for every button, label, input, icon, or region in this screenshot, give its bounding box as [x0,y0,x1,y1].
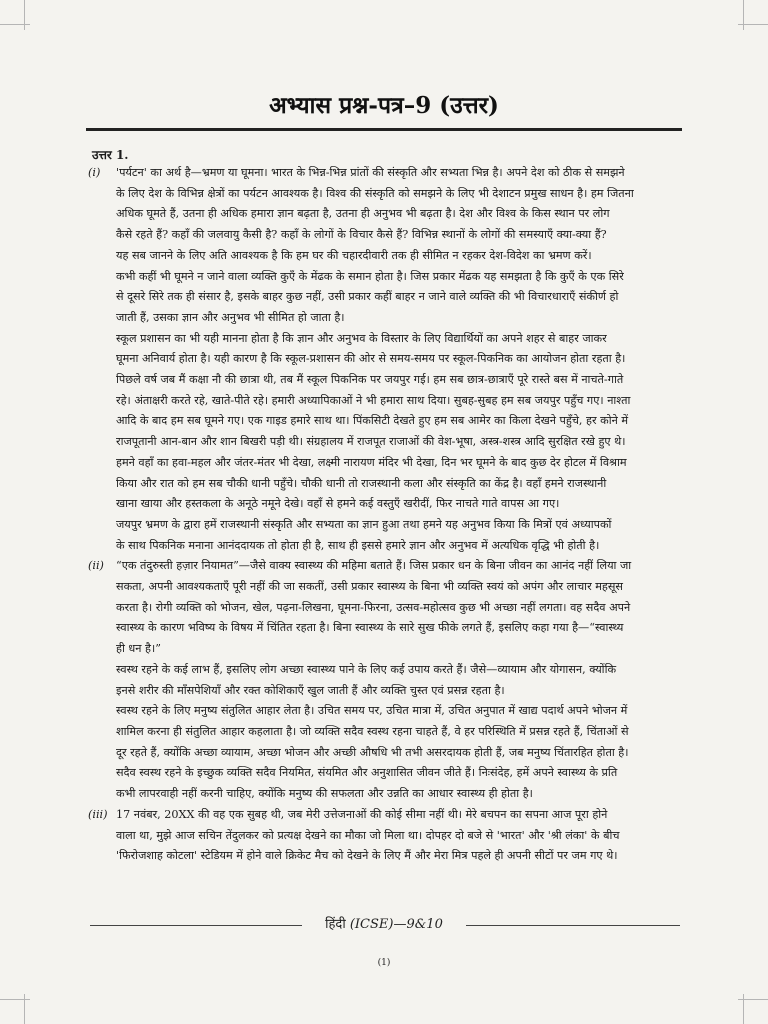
text-line: स्कूल प्रशासन का भी यही मानना होता है कि ज्ञान और अनुभव के विस्तार के लिए विद्यार्थियों का अपने शहर से बाहर जाकर [116,331,607,345]
text-line: अधिक घूमते हैं, उतना ही अधिक हमारा ज्ञान बढ़ता है, उतना ही अनुभव भी बढ़ता है। देश और विश्व के किस स्थान पर लोग [116,207,610,221]
crop-mark [738,24,768,25]
text-line: खाना खाया और हस्तकला के अनूठे नमूने देखे। वहाँ से हमने कई वस्तुएँ खरीदीं, फिर नाचते गाते वापस आ गए। [116,497,560,511]
text-line: आदि के बाद हम सब घूमने गए। एक गाइड हमारे साथ था। पिंकसिटी देखते हुए हम सब आमेर का किला देखने पहुँचे, हर कोने में [116,414,629,428]
answer-item [88,805,682,867]
text-line: इनसे शरीर की माँसपेशियाँ और रक्त कोशिकाएँ खुल जाती हैं और व्यक्ति चुस्त एवं प्रसन्न रहता है। [116,683,505,697]
text-line: करता है। रोगी व्यक्ति को भोजन, खेल, पढ़ना-लिखना, घूमना-फिरना, उत्सव-महोत्सव कुछ भी अच्छा नहीं लगता। वह सदैव अपने [116,600,631,614]
footer-rule-right [466,925,680,926]
text-line: किया और रात को हम सब चौकी धानी पहुँचे। चौकी धानी तो राजस्थानी कला और संस्कृति का केंद्र है। वहाँ हमने राजस्थानी [116,476,607,490]
text-line: 'पर्यटन' का अर्थ है—भ्रमण या घूमना। भारत के भिन्न-भिन्न प्रांतों की संस्कृति और सभ्यता भिन्न है। अपने देश को ठीक से समझने [116,166,625,179]
text-line: 'फिरोजशाह कोटला' स्टेडियम में होने वाले क्रिकेट मैच को देखने के लिए मैं और मेरा मित्र पहले ही अपनी सीटों पर जम गए थे। [116,849,618,863]
crop-mark [0,999,30,1000]
answer-item [88,163,682,556]
text-line: शामिल करना ही संतुलित आहार कहलाता है। जो व्यक्ति सदैव स्वस्थ रहना चाहते हैं, वे हर परिस्थिति में प्रसन्न रहते हैं, चिंताओं से [116,724,629,738]
text-line: घूमना अनिवार्य होता है। यही कारण है कि स्कूल-प्रशासन की ओर से समय-समय पर स्कूल-पिकनिक का आयोजन होता रहता है। [116,352,626,366]
footer-rule-left [90,925,302,926]
crop-mark [743,0,744,30]
text-line: “एक तंदुरुस्ती हज़ार नियामत”—जैसे वाक्य स्वास्थ्य की महिमा बताते हैं। जिस प्रकार धन के बिना जीवन का आनंद नहीं लिया जा [116,559,632,573]
text-line: जयपुर भ्रमण के द्वारा हमें राजस्थानी संस्कृति और सभ्यता का ज्ञान हुआ तथा हमने यह अनुभव किया कि मित्रों एवं अध्यापकों [116,517,612,531]
title-underline [86,128,682,131]
footer-hindi: हिंदी [325,917,346,932]
text-line: से दूसरे सिरे तक ही संसार है, इसके बाहर कुछ नहीं, उसी प्रकार कहीं बाहर न जाने वाले व्यक्ति की भी विचारधाराएँ संकीर्ण हो [116,290,619,304]
answer-content [88,163,682,867]
crop-mark [24,0,25,30]
answer-paragraph [116,805,682,867]
text-line: ही धन है।” [116,642,161,656]
text-line: सकता, अपनी आवश्यकताएँ पूरी नहीं की जा सकतीं, उसी प्रकार स्वास्थ्य के बिना भी व्यक्ति स्वयं को अपंग और लाचार महसूस [116,580,623,594]
answer-paragraph [116,163,682,556]
question-label: उत्तर 1. [92,148,129,162]
text-line: कैसे रहते हैं? कहाँ की जलवायु कैसी है? कहाँ के लोगों के विचार कैसे हैं? विभिन्न स्थानों के लोगों की समस्याएँ क्या-क्या हैं? [116,228,607,242]
text-line: राजपूतानी आन-बान और शान बिखरी पड़ी थी। संग्रहालय में राजपूत राजाओं की वेश-भूषा, अस्त्र-शस्त्र आदि सुरक्षित रखे हुए थे। [116,435,626,449]
item-number: (i) [88,166,101,179]
footer-subject: (ICSE)—9&10 [349,917,443,932]
text-line: कभी लापरवाही नहीं करनी चाहिए, क्योंकि मनुष्य की सफलता और उन्नति का आधार स्वास्थ्य ही होता है। [116,787,533,801]
crop-mark [0,24,30,25]
page-title: अभ्यास प्रश्न-पत्र–9 (उत्तर) [269,92,499,119]
text-line: यह सब जानने के लिए अति आवश्यक है कि हम घर की चहारदीवारी तक ही सीमित न रहकर देश-विदेश का भ्रमण करें। [116,248,592,262]
answer-paragraph [116,556,682,804]
text-line: कभी कहीं भी घूमने न जाने वाला व्यक्ति कुएँ के मेंढक के समान होता है। जिस प्रकार मेंढक यह समझता है कि कुएँ के एक सिरे [116,269,624,283]
crop-mark [738,999,768,1000]
text-line: रहे। अंताक्षरी करते रहे, खाते-पीते रहे। हमारी अध्यापिकाओं ने भी हमारा साथ दिया। सुबह-सुबह हम सब जयपुर पहुँच गए। नाश्ता [116,393,631,407]
item-number: (ii) [88,559,104,573]
page-number: (1) [377,958,391,968]
text-line: हमने वहाँ का हवा-महल और जंतर-मंतर भी देखा, लक्ष्मी नारायण मंदिर भी देखा, दिन भर घूमने के बाद कुछ देर होटल में विश्राम [116,455,627,469]
text-line: जाती हैं, उसका ज्ञान और अनुभव भी सीमित हो जाता है। [116,310,345,324]
text-line: दूर रहते हैं, क्योंकि अच्छा व्यायाम, अच्छा भोजन और अच्छी औषधि भी तभी असरदायक होती हैं, जब मनुष्य चिंतारहित होता है। [116,745,629,759]
text-line: स्वस्थ रहने के लिए मनुष्य संतुलित आहार लेता है। उचित समय पर, उचित मात्रा में, उचित अनुपात में खाद्य पदार्थ अपने भोजन में [116,704,628,718]
text-line: सदैव स्वस्थ रहने के इच्छुक व्यक्ति सदैव नियमित, संयमित और अनुशासित जीवन जीते हैं। निःसंदेह, हमें अपने स्वास्थ्य के प्रति [116,766,618,780]
text-line: के साथ पिकनिक मनाना आनंददायक तो होता ही है, साथ ही इससे हमारे ज्ञान और अनुभव में अत्यधिक वृद्धि भी होती है। [116,538,600,552]
text-line: वाला था, मुझे आज सचिन तेंदुलकर को प्रत्यक्ष देखने का मौका जो मिला था। दोपहर दो बजे से 'भारत' और 'श्री लंका' के बीच [116,828,620,842]
item-number: (iii) [88,807,108,821]
text-line: के लिए देश के विभिन्न क्षेत्रों का पर्यटन आवश्यक है। विश्व की संस्कृति को समझने के लिए भी देशाटन प्रमुख साधन है। हम जितना [116,186,634,200]
answer-item [88,556,682,804]
text-line: स्वास्थ्य के कारण भविष्य के विषय में चिंतित रहता है। बिना स्वास्थ्य के सारे सुख फीके लगते हैं, इसलिए कहा गया है—“स्वास्थ्य [116,621,624,635]
text-line: पिछले वर्ष जब मैं कक्षा नौ की छात्रा थी, तब मैं स्कूल पिकनिक पर जयपुर गई। हम सब छात्र-छात्राएँ पूरे रास्ते बस में नाचते-गाते [116,373,624,387]
footer-label [306,914,462,932]
text-line: 17 नवंबर, 20XX की वह एक सुबह थी, जब मेरी उत्तेजनाओं की कोई सीमा नहीं थी। मेरे बचपन का सपना आज पूरा होने [116,807,608,821]
text-line: स्वस्थ रहने के कई लाभ हैं, इसलिए लोग अच्छा स्वास्थ्य पाने के लिए कई उपाय करते हैं। जैसे—व्यायाम और योगासन, क्योंकि [116,662,617,676]
